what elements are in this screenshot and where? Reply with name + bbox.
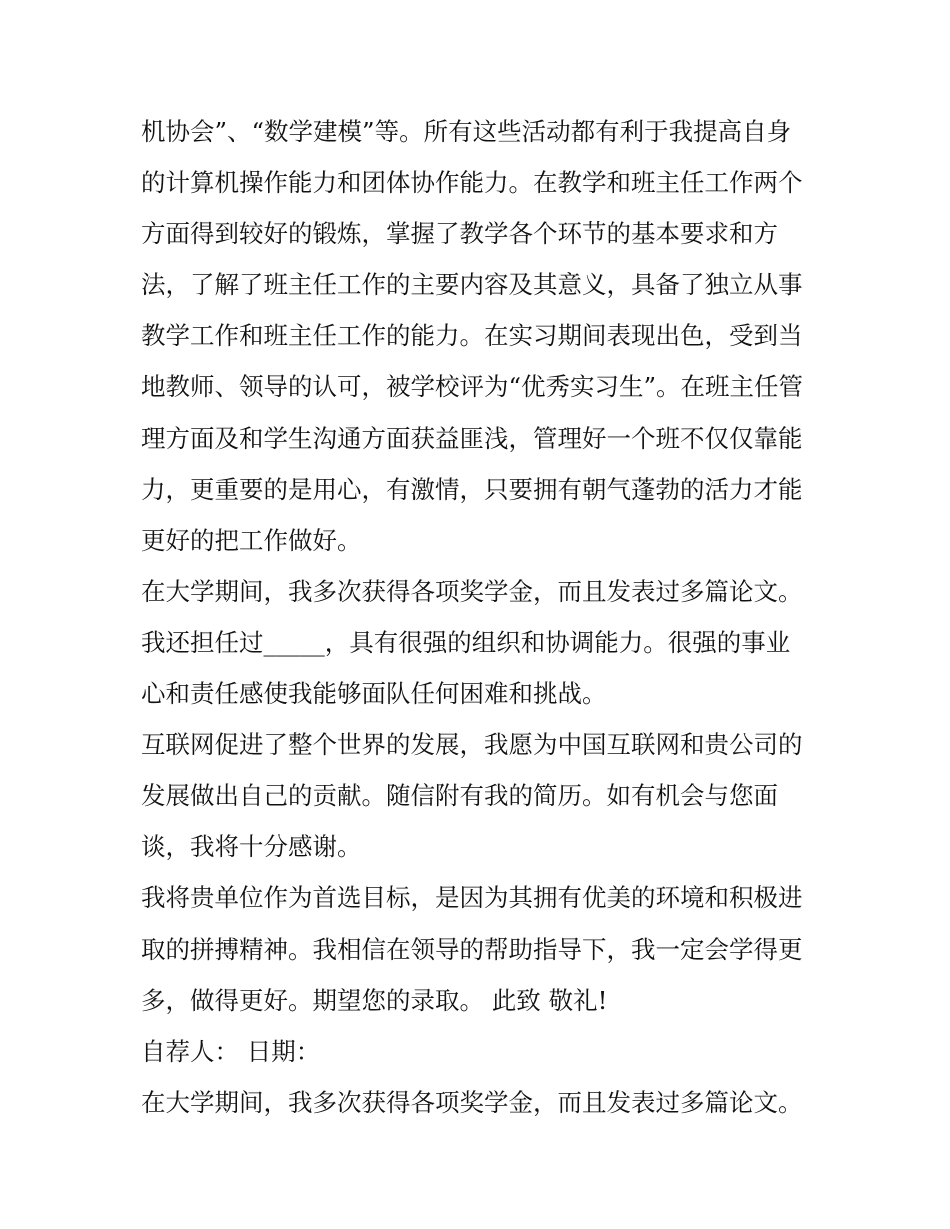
text-line: 的计算机操作能力和团体协作能力。在教学和班主任工作两个 bbox=[141, 168, 803, 198]
text-line: 取的拼搏精神。我相信在领导的帮助指导下，我一定会学得更 bbox=[141, 934, 803, 964]
text-line: 互联网促进了整个世界的发展，我愿为中国互联网和贵公司的 bbox=[141, 730, 803, 760]
text-line: 法，了解了班主任工作的主要内容及其意义，具备了独立从事 bbox=[141, 270, 803, 300]
text-line: 地教师、领导的认可，被学校评为“优秀实习生”。在班主任管 bbox=[141, 372, 804, 402]
text-line: 教学工作和班主任工作的能力。在实习期间表现出色，受到当 bbox=[141, 321, 803, 351]
letter-body bbox=[141, 106, 821, 1128]
signature-date-line: 自荐人： 日期： bbox=[141, 1036, 321, 1066]
text-line: 心和责任感使我能够面队任何困难和挑战。 bbox=[141, 679, 607, 709]
text-line: 更好的把工作做好。 bbox=[141, 525, 362, 555]
text-line: 理方面及和学生沟通方面获益匪浅，管理好一个班不仅仅靠能 bbox=[141, 423, 803, 453]
text-line: 我还担任过_____，具有很强的组织和协调能力。很强的事业 bbox=[141, 627, 791, 657]
text-line: 在大学期间，我多次获得各项奖学金，而且发表过多篇论文。 bbox=[141, 1087, 803, 1117]
text-line: 在大学期间，我多次获得各项奖学金，而且发表过多篇论文。 bbox=[141, 576, 803, 606]
text-line: 多，做得更好。期望您的录取。 此致 敬礼! bbox=[141, 985, 608, 1015]
text-line: 方面得到较好的锻炼，掌握了教学各个环节的基本要求和方 bbox=[141, 219, 778, 249]
text-line: 力，更重要的是用心，有激情，只要拥有朝气蓬勃的活力才能 bbox=[141, 474, 803, 504]
text-line: 我将贵单位作为首选目标，是因为其拥有优美的环境和积极进 bbox=[141, 883, 803, 913]
text-line: 谈，我将十分感谢。 bbox=[141, 832, 362, 862]
text-line: 发展做出自己的贡献。随信附有我的简历。如有机会与您面 bbox=[141, 781, 778, 811]
text-line: 机协会”、“数学建模”等。所有这些活动都有利于我提高自身 bbox=[141, 117, 792, 146]
